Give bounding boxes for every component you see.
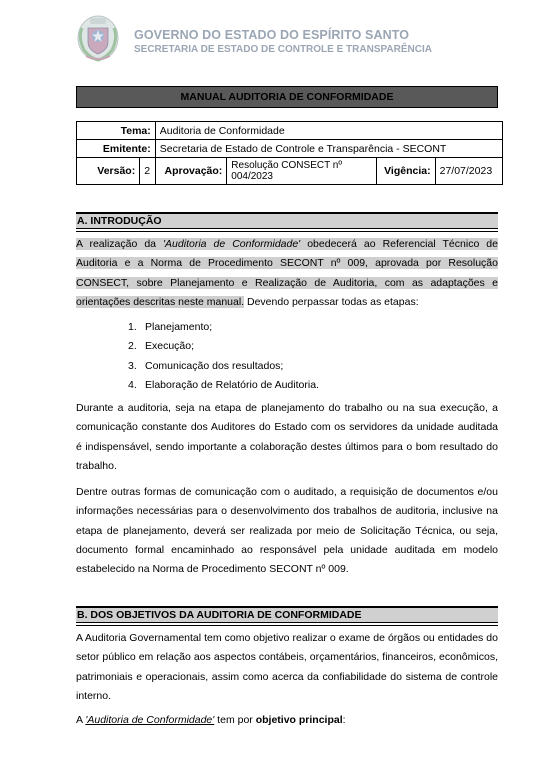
vigencia-label: Vigência: — [376, 158, 435, 185]
meta-row-versao — [77, 158, 503, 185]
versao-value: 2 — [140, 158, 156, 185]
step-number: 4. — [128, 378, 137, 391]
p1-term: 'Auditoria de Conformidade' — [163, 238, 301, 250]
section-b-paragraph-2 — [76, 711, 498, 730]
section-b-heading: B. DOS OBJETIVOS DA AUDITORIA DE CONFORMIDADE — [76, 606, 498, 623]
tema-value: Auditoria de Conformidade — [155, 122, 502, 140]
audit-steps-list — [128, 318, 319, 395]
versao-label: Versão: — [77, 158, 140, 185]
list-item — [128, 376, 319, 395]
step-text: Comunicação dos resultados; — [145, 359, 284, 372]
p1-text-a: A realização da — [76, 238, 164, 250]
list-item — [128, 337, 319, 356]
secretariat-subtitle: SECRETARIA DE ESTADO DE CONTROLE E TRANSPARÊNCIA — [134, 44, 432, 55]
list-item — [128, 357, 319, 376]
meta-row-tema — [77, 122, 503, 140]
step-number: 3. — [128, 359, 137, 372]
p2-text-a: A — [76, 714, 86, 726]
step-text: Elaboração de Relatório de Auditoria. — [145, 378, 319, 391]
step-text: Execução; — [145, 340, 195, 353]
step-text: Planejamento; — [145, 321, 213, 333]
tema-label: Tema: — [77, 122, 156, 140]
document-title: MANUAL AUDITORIA DE CONFORMIDADE — [180, 91, 394, 103]
aprovacao-label: Aprovação: — [155, 158, 227, 185]
emitente-value: Secretaria de Estado de Controle e Transparência - SECONT — [155, 140, 502, 158]
aprovacao-value: Resolução CONSECT nº 004/2023 — [227, 158, 376, 185]
meta-row-emitente — [77, 140, 503, 158]
document-title-banner — [76, 86, 498, 108]
list-item — [128, 318, 319, 337]
emitente-label: Emitente: — [77, 140, 156, 158]
letterhead — [76, 14, 496, 66]
section-a-paragraph-2: Durante a auditoria, seja na etapa de planejamento do trabalho ou na sua execução, a comunicação constante dos Auditores do Estado com os servidores da unidade auditada é indispensável, sendo importante a colaboração destes últimos para o bom resultado do trabalho. — [76, 402, 498, 472]
step-number: 2. — [128, 340, 137, 353]
step-number: 1. — [128, 321, 137, 333]
p2-bold: objetivo principal — [255, 714, 343, 726]
section-a-paragraph-1 — [76, 235, 498, 312]
coat-of-arms-icon — [76, 14, 120, 62]
p2-term: 'Auditoria de Conformidade' — [85, 714, 215, 726]
section-a-paragraph-3: Dentre outras formas de comunicação com o auditado, a requisição de documentos e/ou informações necessárias para o desenvolvimento dos trabalhos de auditoria, inclusive na etapa de planejamento, deverá ser realizada por meio de Solicitação Técnica, ou seja, documento formal encaminhado ao responsável pela unidade auditada em modelo estabelecido na Norma de Procedimento SECONT nº 009. — [76, 486, 498, 576]
document-metadata-table — [76, 121, 503, 185]
section-b-paragraph-1: A Auditoria Governamental tem como objetivo realizar o exame de órgãos ou entidades do setor público em relação aos aspectos contábeis, orçamentários, financeiros, econômicos, patrimoniais e operacionais, assim como acerca da confiabilidade do sistema de controle interno. — [76, 632, 498, 702]
p1-text-c: Devendo perpassar todas as etapas: — [244, 295, 419, 308]
p2-text-c: : — [342, 714, 346, 726]
p1-text-b: obedecerá ao Referencial Técnico de Auditoria e a Norma de Procedimento SECONT nº 009, aprovada por Resolução CONSECT, sobre Planejamento e Realização de Auditoria, com as adaptações e orientações descritas neste manual. — [76, 238, 498, 308]
section-a-heading: A. INTRODUÇÃO — [76, 212, 498, 229]
p2-text-b: tem por — [214, 714, 256, 726]
government-title: GOVERNO DO ESTADO DO ESPÍRITO SANTO — [134, 28, 410, 42]
vigencia-value: 27/07/2023 — [435, 158, 502, 185]
